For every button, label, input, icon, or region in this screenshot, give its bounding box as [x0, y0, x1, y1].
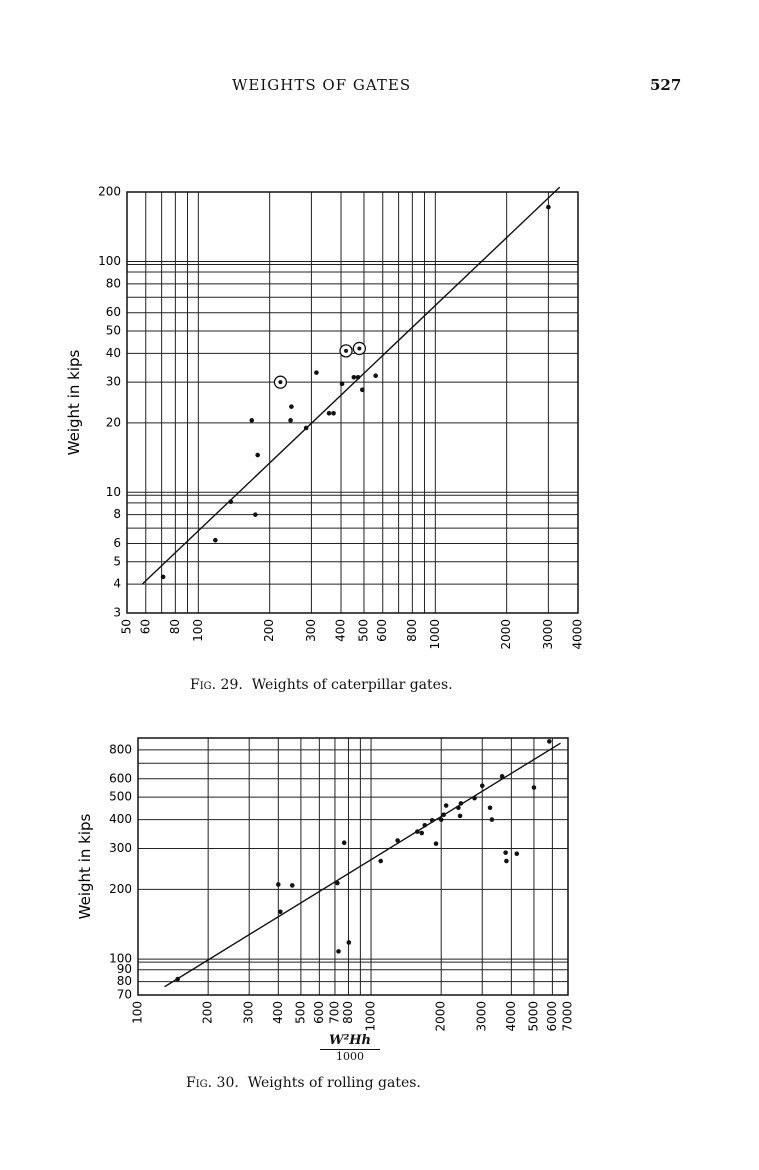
y-tick-label: 60	[105, 305, 121, 320]
data-point	[336, 949, 341, 954]
y-tick-label: 200	[109, 881, 132, 896]
x-tick-label: 300	[303, 619, 318, 642]
y-tick-label: 70	[116, 987, 132, 1002]
x-tick-label: 800	[340, 1001, 355, 1024]
x-tick-label: 50	[119, 619, 134, 635]
x-tick-label: 100	[190, 619, 205, 642]
data-point	[439, 817, 444, 822]
data-point	[547, 739, 552, 744]
data-point	[352, 375, 357, 380]
data-point	[441, 812, 446, 817]
data-point	[331, 411, 336, 416]
y-tick-label: 3	[113, 605, 121, 620]
y-tick-label: 8	[113, 507, 121, 522]
x-tick-label: 100	[130, 1001, 145, 1024]
figure-29-caption	[190, 677, 453, 693]
data-point	[514, 851, 519, 856]
data-point	[472, 796, 477, 801]
data-point	[458, 814, 463, 819]
x-tick-label: 300	[241, 1001, 256, 1024]
x-tick-label: 200	[200, 1001, 215, 1024]
data-point	[360, 388, 365, 393]
data-point	[546, 205, 551, 210]
x-tick-label: 500	[293, 1001, 308, 1024]
data-point	[430, 818, 435, 823]
figure-30-label: Fig. 30.	[186, 1075, 239, 1091]
plot-frame	[127, 192, 578, 613]
y-tick-label: 30	[105, 374, 121, 389]
figure-30-caption	[186, 1075, 421, 1091]
x-tick-label: 2000	[433, 1001, 448, 1032]
figure-30-text: Weights of rolling gates.	[247, 1075, 421, 1091]
data-point	[340, 382, 345, 387]
data-point	[480, 783, 485, 788]
y-tick-label: 80	[116, 974, 132, 989]
circled-point	[344, 349, 348, 353]
x-axis-fraction-label	[320, 1033, 380, 1063]
data-point	[327, 411, 332, 416]
x-tick-label: 600	[375, 619, 390, 642]
data-point	[288, 418, 293, 423]
data-point	[253, 512, 258, 517]
data-point	[290, 883, 295, 888]
x-tick-label: 7000	[560, 1001, 575, 1032]
x-tick-label: 4000	[503, 1001, 518, 1032]
y-tick-label: 50	[105, 323, 121, 338]
x-axis-denominator: 1000	[336, 1050, 364, 1063]
data-point	[419, 831, 424, 836]
data-point	[378, 859, 383, 864]
data-point	[504, 859, 509, 864]
y-tick-label: 800	[109, 742, 132, 757]
data-point	[415, 829, 420, 834]
data-point	[314, 370, 319, 375]
x-tick-label: 80	[167, 619, 182, 635]
data-point	[175, 977, 180, 982]
data-point	[488, 805, 493, 810]
x-tick-label: 4000	[570, 619, 585, 650]
trend-line	[142, 187, 559, 584]
data-point	[249, 418, 254, 423]
data-point	[500, 774, 505, 779]
data-point	[213, 538, 218, 543]
y-axis-label: Weight in kips	[76, 813, 94, 920]
data-point	[395, 838, 400, 843]
figure-29-text: Weights of caterpillar gates.	[251, 677, 453, 693]
data-point	[342, 840, 347, 845]
x-tick-label: 600	[311, 1001, 326, 1024]
circled-point	[357, 346, 361, 350]
page-header	[0, 76, 759, 100]
data-point	[459, 801, 464, 806]
y-tick-label: 6	[113, 536, 121, 551]
data-point	[503, 850, 508, 855]
data-point	[304, 426, 309, 431]
y-tick-label: 5	[113, 554, 121, 569]
y-tick-label: 500	[109, 789, 132, 804]
data-point	[373, 373, 378, 378]
y-tick-label: 20	[105, 415, 121, 430]
x-tick-label: 1000	[363, 1001, 378, 1032]
y-tick-label: 300	[109, 841, 132, 856]
circled-point	[278, 380, 282, 384]
data-point	[444, 803, 449, 808]
x-tick-label: 200	[262, 619, 277, 642]
data-point	[335, 881, 340, 886]
data-point	[289, 404, 294, 409]
x-tick-label: 60	[138, 619, 153, 635]
caterpillar-gates-chart	[0, 180, 759, 650]
figure-29-label: Fig. 29.	[190, 677, 243, 693]
data-point	[422, 823, 427, 828]
data-point	[276, 882, 281, 887]
x-tick-label: 400	[333, 619, 348, 642]
y-axis-label: Weight in kips	[65, 349, 83, 456]
y-tick-label: 4	[113, 576, 121, 591]
trend-line	[165, 743, 561, 987]
data-point	[228, 499, 233, 504]
x-tick-label: 700	[327, 1001, 342, 1024]
rolling-gates-chart	[0, 730, 759, 1030]
data-point	[490, 817, 495, 822]
y-tick-label: 400	[109, 812, 132, 827]
x-tick-label: 400	[270, 1001, 285, 1024]
x-tick-label: 800	[404, 619, 419, 642]
data-point	[278, 910, 283, 915]
y-tick-label: 600	[109, 771, 132, 786]
data-point	[532, 785, 537, 790]
data-point	[347, 940, 352, 945]
data-point	[456, 805, 461, 810]
data-point	[356, 375, 361, 380]
y-tick-label: 100	[98, 253, 121, 268]
running-head: WEIGHTS OF GATES	[232, 76, 412, 94]
x-tick-label: 3000	[540, 619, 555, 650]
y-tick-label: 90	[116, 962, 132, 977]
x-tick-label: 1000	[427, 619, 442, 650]
y-tick-label: 200	[98, 184, 121, 199]
x-tick-label: 6000	[544, 1001, 559, 1032]
x-tick-label: 500	[356, 619, 371, 642]
x-tick-label: 5000	[526, 1001, 541, 1032]
y-tick-label: 40	[105, 345, 121, 360]
y-tick-label: 10	[105, 484, 121, 499]
data-point	[434, 841, 439, 846]
x-axis-numerator: W²Hh	[320, 1033, 380, 1050]
page-number: 527	[650, 76, 682, 94]
y-tick-label: 80	[105, 276, 121, 291]
data-point	[161, 575, 166, 580]
y-tick-label: 100	[109, 951, 132, 966]
x-tick-label: 2000	[499, 619, 514, 650]
data-point	[255, 453, 260, 458]
x-tick-label: 3000	[474, 1001, 489, 1032]
